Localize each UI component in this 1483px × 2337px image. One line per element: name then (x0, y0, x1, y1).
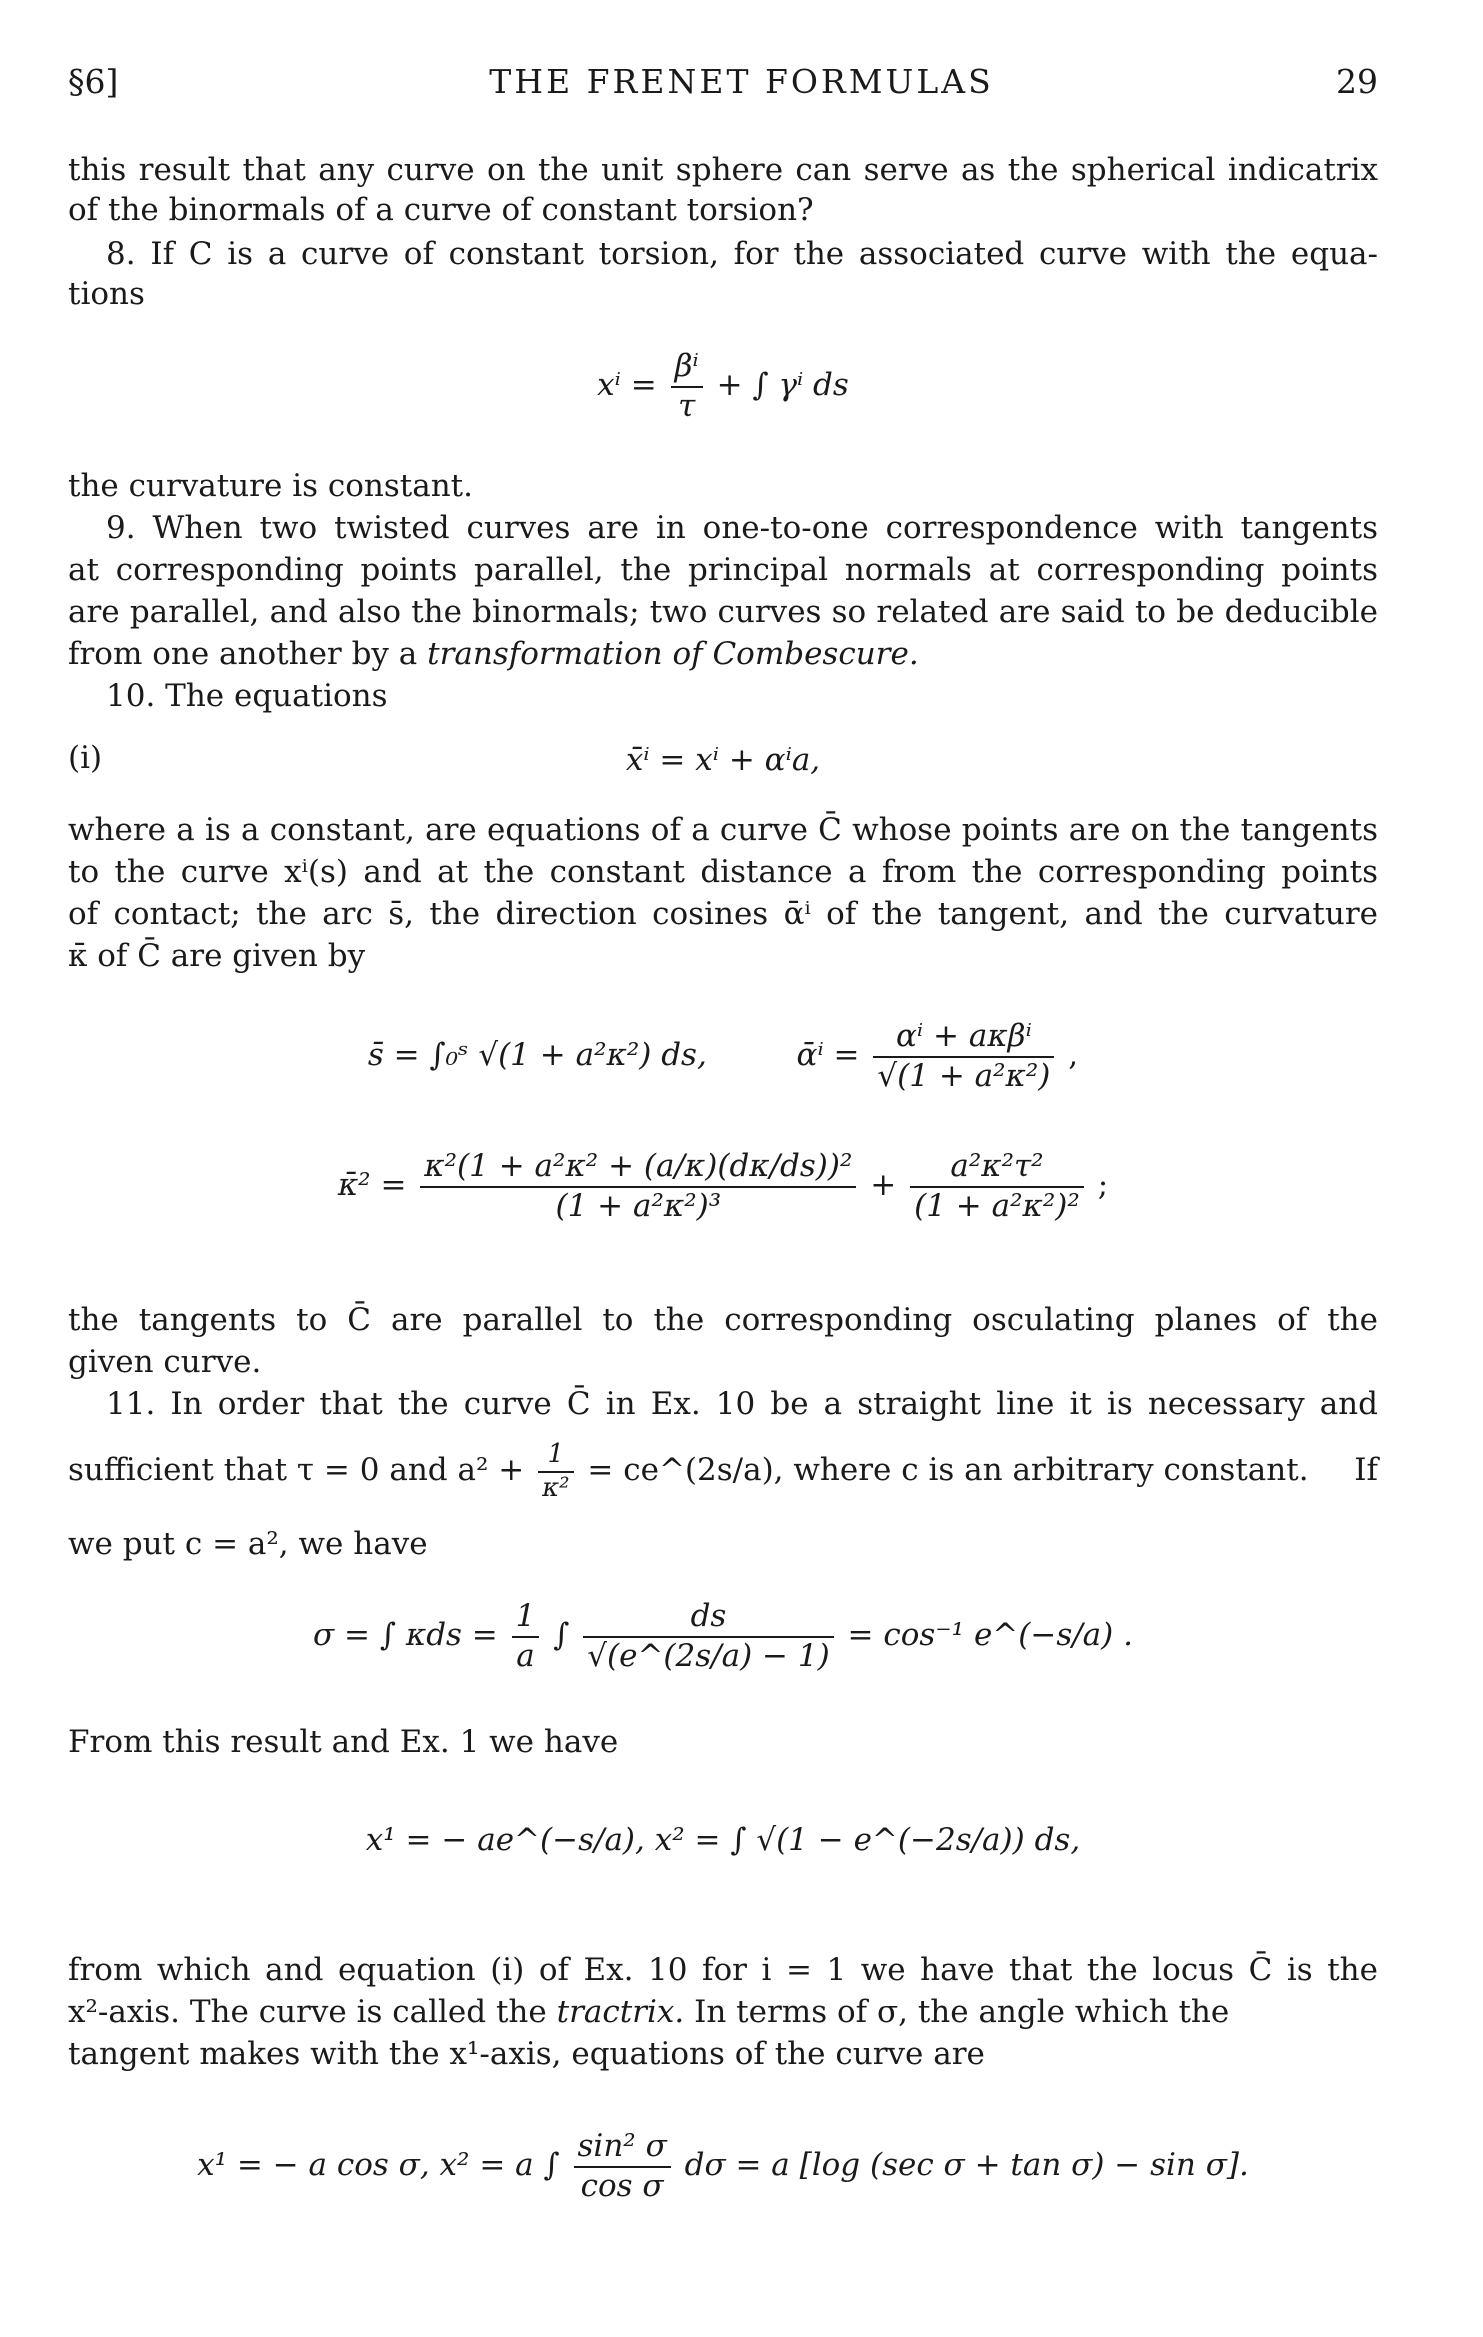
text-line: of contact; the arc s̄, the direction cosines ᾱⁱ of the tangent, and the curvature (68, 896, 1378, 932)
text-line: tangent makes with the x¹-axis, equations of the curve are (68, 2036, 985, 2072)
text-line: from which and equation (i) of Ex. 10 for i = 1 we have that the locus C̄ is the (68, 1952, 1378, 1988)
text-line: the curvature is constant. (68, 468, 473, 504)
text-line: to the curve xⁱ(s) and at the constant distance a from the corresponding points (68, 854, 1378, 890)
text-line: the tangents to C̄ are parallel to the corresponding osculating planes of the (68, 1302, 1378, 1338)
equation-arc-and-cosines: s̄ = ∫₀ˢ √(1 + a²κ²) ds, ᾱⁱ = $\frac{\text{αⁱ + aκβⁱ}}{\text{√(1 + a²κ²)}}$ , (367, 1018, 1079, 1094)
section-marker: §6] (68, 62, 119, 101)
text-line: from one another by a transformation of Combescure. (68, 636, 919, 672)
text-line: we put c = a², we have (68, 1526, 428, 1562)
running-title: THE FRENET FORMULAS (489, 62, 994, 101)
text-line: 8. If C is a curve of constant torsion, for the associated curve with the equa- (106, 236, 1378, 272)
fraction: $\frac{\text{sin² σ}}{\text{cos σ}}$ (574, 2128, 671, 2204)
text-line: 9. When two twisted curves are in one-to-one correspondence with tangents (106, 510, 1378, 546)
fraction: $\frac{1}{a}$ (512, 1598, 540, 1674)
fraction: $\frac{ds}{√(e\^{}(2s/a) - 1)}$ (583, 1598, 833, 1674)
text-line: where a is a constant, are equations of a curve C̄ whose points are on the tangents (68, 812, 1378, 848)
text-line: of the binormals of a curve of constant torsion? (68, 192, 814, 228)
equation-i: x̄ⁱ = xⁱ + αⁱa, (625, 742, 821, 778)
fraction: $\frac{\text{βⁱ}}{\tau}$ (671, 348, 703, 424)
text-line: sufficient that τ = 0 and a² + $\frac{1}{\text{κ²}}$ = ce^(2s/a), where c is an arbitrary constant. If (68, 1439, 1378, 1503)
equation-curvature: κ̄² = $\frac{\text{κ²(1 + a²κ² + (a/κ)(dκ/ds))²}}{\text{(1 + a²κ²)³}}$ + $\frac{\text{a²κ²τ²}}{\text{(1 + a²κ²)²}}$ ; (337, 1148, 1109, 1224)
equation-associated-curve: xⁱ = $\frac{\text{βⁱ}}{\tau}$ + ∫ γⁱ ds (597, 348, 849, 424)
italic-term: tractrix. (556, 1994, 685, 2030)
italic-term: transformation of Combescure. (427, 636, 919, 672)
text-line: are parallel, and also the binormals; two curves so related are said to be deducible (68, 594, 1378, 630)
page-number: 29 (1336, 62, 1378, 101)
text-line: this result that any curve on the unit sphere can serve as the spherical indicatrix (68, 152, 1378, 188)
text-line: 11. In order that the curve C̄ in Ex. 10 be a straight line it is necessary and (106, 1386, 1378, 1422)
fraction: $\frac{\text{κ²(1 + a²κ² + (a/κ)(dκ/ds))²}}{\text{(1 + a²κ²)³}}$ (420, 1148, 856, 1224)
fraction: $\frac{\text{αⁱ + aκβⁱ}}{\text{√(1 + a²κ²)}}$ (873, 1018, 1054, 1094)
text-line: 10. The equations (106, 678, 388, 714)
text-line: at corresponding points parallel, the principal normals at corresponding points (68, 552, 1378, 588)
text-line: tions (68, 276, 145, 312)
fraction: $\frac{\text{a²κ²τ²}}{\text{(1 + a²κ²)²}}$ (910, 1148, 1084, 1224)
equation-coordinates: x¹ = − ae^(−s/a), x² = ∫ √(1 − e^(−2s/a)) ds, (365, 1822, 1081, 1858)
equation-label: (i) (68, 740, 103, 776)
equation-tractrix: x¹ = − a cos σ, x² = a ∫ $\frac{\text{sin² σ}}{\text{cos σ}}$ dσ = a [log (sec σ + tan σ) − sin σ]. (197, 2128, 1249, 2204)
text-line: κ̄ of C̄ are given by (68, 938, 366, 974)
fraction: $\frac{1}{\text{κ²}}$ (538, 1439, 573, 1503)
text-line: From this result and Ex. 1 we have (68, 1724, 619, 1760)
equation-sigma: σ = ∫ κds = $\frac{1}{a}$ ∫ $\frac{ds}{√(e\^{}(2s/a) - 1)}$ = cos⁻¹ e^(−s/a) . (313, 1598, 1133, 1674)
text-line: x²-axis. The curve is called the tractrix. In terms of σ, the angle which the (68, 1994, 1230, 2030)
text-line: given curve. (68, 1344, 262, 1380)
